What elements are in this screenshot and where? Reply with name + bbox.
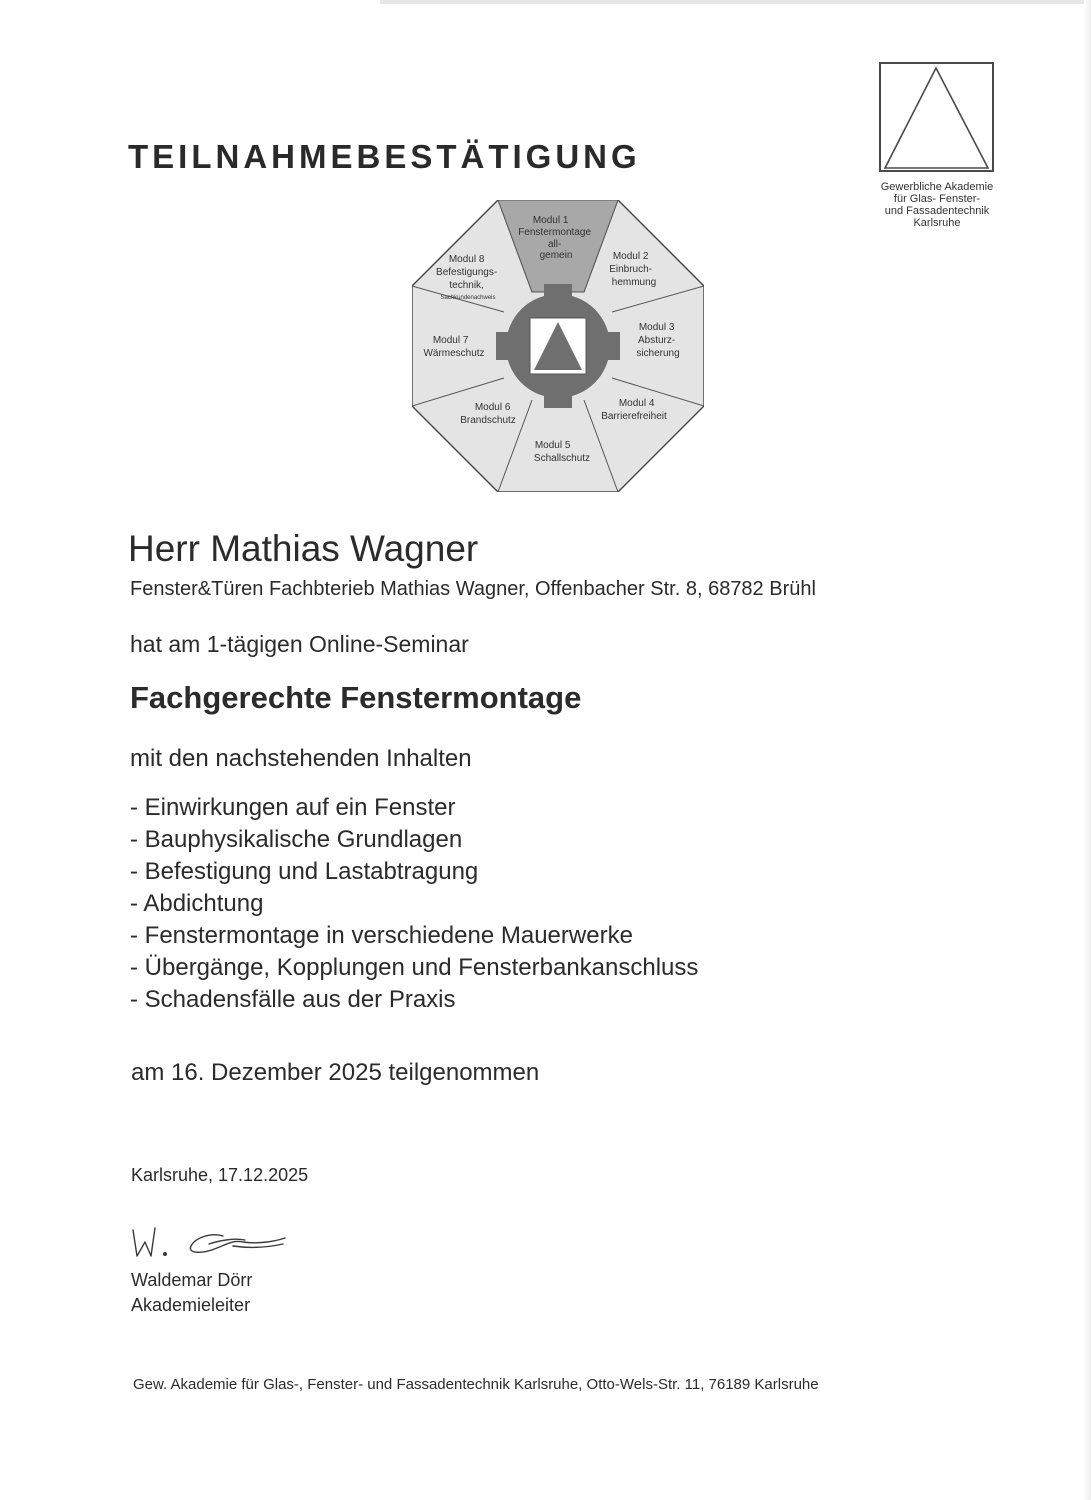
module-4-label: Modul 4 Barrierefreiheit	[601, 398, 667, 422]
list-item: - Schadensfälle aus der Praxis	[130, 986, 456, 1013]
academy-name	[866, 181, 1008, 229]
handwritten-signature	[125, 1218, 295, 1262]
list-item: - Übergänge, Kopplungen und Fensterbankanschluss	[130, 954, 699, 981]
academy-name-line: Karlsruhe	[913, 217, 961, 229]
participant-company: Fenster&Türen Fachbterieb Mathias Wagner, Offenbacher Str. 8, 68782 Brühl	[130, 578, 816, 600]
module-8-label: Modul 8 Befestigungs- technik, Sachkundenachweis	[436, 254, 498, 301]
module-2-label: Modul 2 Einbruch- hemmung	[609, 251, 657, 288]
list-item: - Einwirkungen auf ein Fenster	[130, 794, 456, 821]
place-and-date: Karlsruhe, 17.12.2025	[131, 1165, 309, 1185]
participant-name: Herr Mathias Wagner	[128, 528, 479, 569]
participation-date: am 16. Dezember 2025 teilgenommen	[131, 1059, 540, 1086]
seminar-intro: hat am 1-tägigen Online-Seminar	[130, 631, 469, 657]
academy-name-line: für Glas- Fenster-	[893, 193, 981, 205]
triangle-logo-icon	[881, 64, 992, 170]
module-3-label: Modul 3 Absturz- sicherung	[636, 322, 680, 359]
list-item: - Abdichtung	[130, 890, 264, 917]
academy-name-line: und Fassadentechnik	[884, 205, 990, 217]
signer-name: Waldemar Dörr	[131, 1270, 253, 1290]
academy-logo	[879, 62, 994, 172]
seminar-title: Fachgerechte Fenstermontage	[130, 680, 582, 715]
scan-edge-right	[1084, 0, 1091, 1500]
list-item: - Fenstermontage in verschiedene Mauerwerke	[130, 922, 633, 949]
footer-address: Gew. Akademie für Glas-, Fenster- und Fassadentechnik Karlsruhe, Otto-Wels-Str. 11, 76189 Karlsruhe	[133, 1376, 819, 1393]
content-lead: mit den nachstehenden Inhalten	[130, 745, 472, 772]
certificate-title: TEILNAHMEBESTÄTIGUNG	[128, 138, 641, 175]
list-item: - Befestigung und Lastabtragung	[130, 858, 479, 885]
academy-name-line: Gewerbliche Akademie	[880, 181, 994, 193]
module-7-label: Modul 7 Wärmeschutz	[423, 335, 485, 359]
scan-edge-top	[380, 0, 1091, 4]
signer-title: Akademieleiter	[131, 1295, 251, 1315]
module-1-label: Modul 1 Fenstermontage all- gemein	[518, 215, 592, 261]
list-item: - Bauphysikalische Grundlagen	[130, 826, 463, 853]
module-6-label: Modul 6 Brandschutz	[460, 402, 516, 426]
content-list	[130, 792, 698, 1016]
module-diagram	[412, 200, 704, 492]
module-5-label: Modul 5 Schallschutz	[533, 440, 591, 464]
